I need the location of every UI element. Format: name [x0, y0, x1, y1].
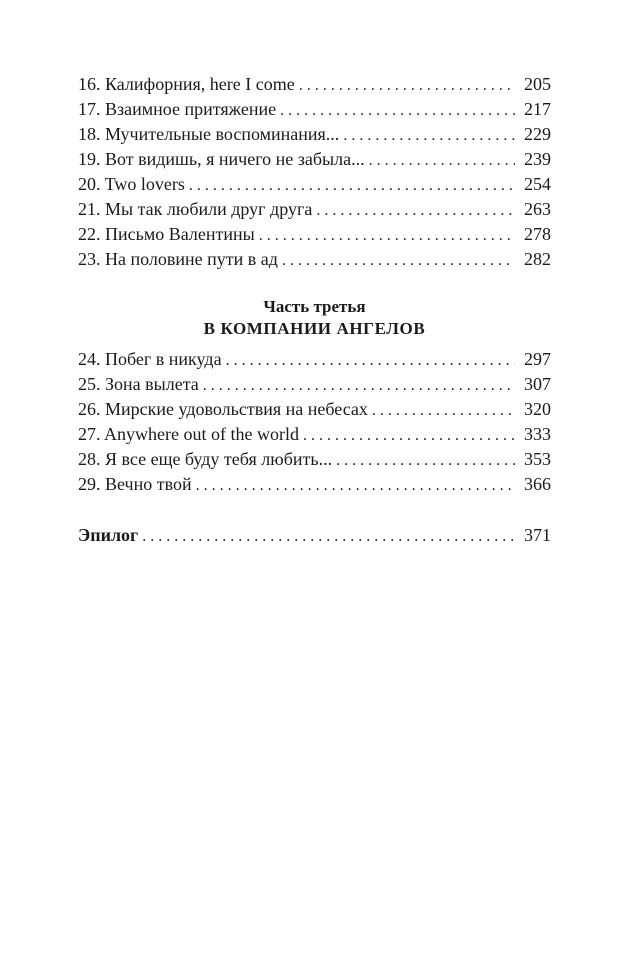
toc-entry[interactable]	[78, 422, 551, 447]
dot-leader	[142, 524, 515, 549]
toc-entry-epilogue[interactable]	[78, 523, 551, 548]
dot-leader	[336, 448, 515, 473]
dot-leader	[226, 348, 515, 373]
toc-entry-page: 278	[524, 224, 551, 244]
toc-entry[interactable]	[78, 347, 551, 372]
toc-entry-page: 217	[524, 99, 551, 119]
part-label: Часть третья	[263, 297, 366, 316]
toc-list-part3	[78, 347, 551, 497]
toc-entry[interactable]	[78, 472, 551, 497]
toc-entry-title: 24. Побег в никуда	[78, 349, 222, 369]
toc-entry-page: 366	[524, 474, 551, 494]
dot-leader	[280, 98, 515, 123]
dot-leader	[203, 373, 515, 398]
toc-entry-title: 23. На половине пути в ад	[78, 249, 278, 269]
toc-list-part2-tail	[78, 72, 551, 272]
dot-leader	[299, 73, 515, 98]
toc-list-epilogue	[78, 523, 551, 548]
dot-leader	[282, 248, 515, 273]
toc-entry-page: 333	[524, 424, 551, 444]
dot-leader	[316, 198, 515, 223]
toc-entry-title: 18. Мучительные воспоминания...	[78, 124, 340, 144]
dot-leader	[196, 473, 515, 498]
toc-entry[interactable]	[78, 147, 551, 172]
dot-leader	[259, 223, 515, 248]
toc-entry[interactable]	[78, 397, 551, 422]
toc-entry-title: 22. Письмо Валентины	[78, 224, 255, 244]
toc-entry[interactable]	[78, 447, 551, 472]
toc-entry[interactable]	[78, 197, 551, 222]
toc-entry-title: 27. Anywhere out of the world	[78, 424, 299, 444]
part-heading	[78, 296, 551, 341]
dot-leader	[303, 423, 515, 448]
toc-entry-page: 205	[524, 74, 551, 94]
toc-entry-title: 19. Вот видишь, я ничего не забыла...	[78, 149, 365, 169]
toc-entry[interactable]	[78, 97, 551, 122]
toc-entry-page: 353	[524, 449, 551, 469]
toc-entry-page: 229	[524, 124, 551, 144]
toc-entry-page: 307	[524, 374, 551, 394]
toc-entry[interactable]	[78, 172, 551, 197]
toc-entry-title: 17. Взаимное притяжение	[78, 99, 277, 119]
toc-entry[interactable]	[78, 247, 551, 272]
toc-entry-page: 371	[524, 525, 551, 545]
dot-leader	[372, 398, 515, 423]
toc-entry-title: 25. Зона вылета	[78, 374, 199, 394]
toc-entry[interactable]	[78, 372, 551, 397]
toc-entry-title: 20. Two lovers	[78, 174, 185, 194]
dot-leader	[369, 148, 515, 173]
toc-entry-page: 239	[524, 149, 551, 169]
toc-entry-page: 263	[524, 199, 551, 219]
toc-entry-page: 320	[524, 399, 551, 419]
toc-entry-page: 282	[524, 249, 551, 269]
toc-entry-title: Эпилог	[78, 525, 139, 545]
toc-entry-page: 297	[524, 349, 551, 369]
toc-entry-title: 26. Мирские удовольствия на небесах	[78, 399, 368, 419]
toc-entry-title: 29. Вечно твой	[78, 474, 192, 494]
toc-entry[interactable]	[78, 72, 551, 97]
part-title: В КОМПАНИИ АНГЕЛОВ	[203, 319, 426, 338]
toc-entry[interactable]	[78, 222, 551, 247]
table-of-contents	[78, 72, 551, 548]
toc-entry-title: 16. Калифорния, here I come	[78, 74, 295, 94]
dot-leader	[189, 173, 515, 198]
toc-entry-title: 28. Я все еще буду тебя любить...	[78, 449, 333, 469]
toc-entry-page: 254	[524, 174, 551, 194]
dot-leader	[343, 123, 515, 148]
toc-entry-title: 21. Мы так любили друг друга	[78, 199, 313, 219]
toc-entry[interactable]	[78, 122, 551, 147]
